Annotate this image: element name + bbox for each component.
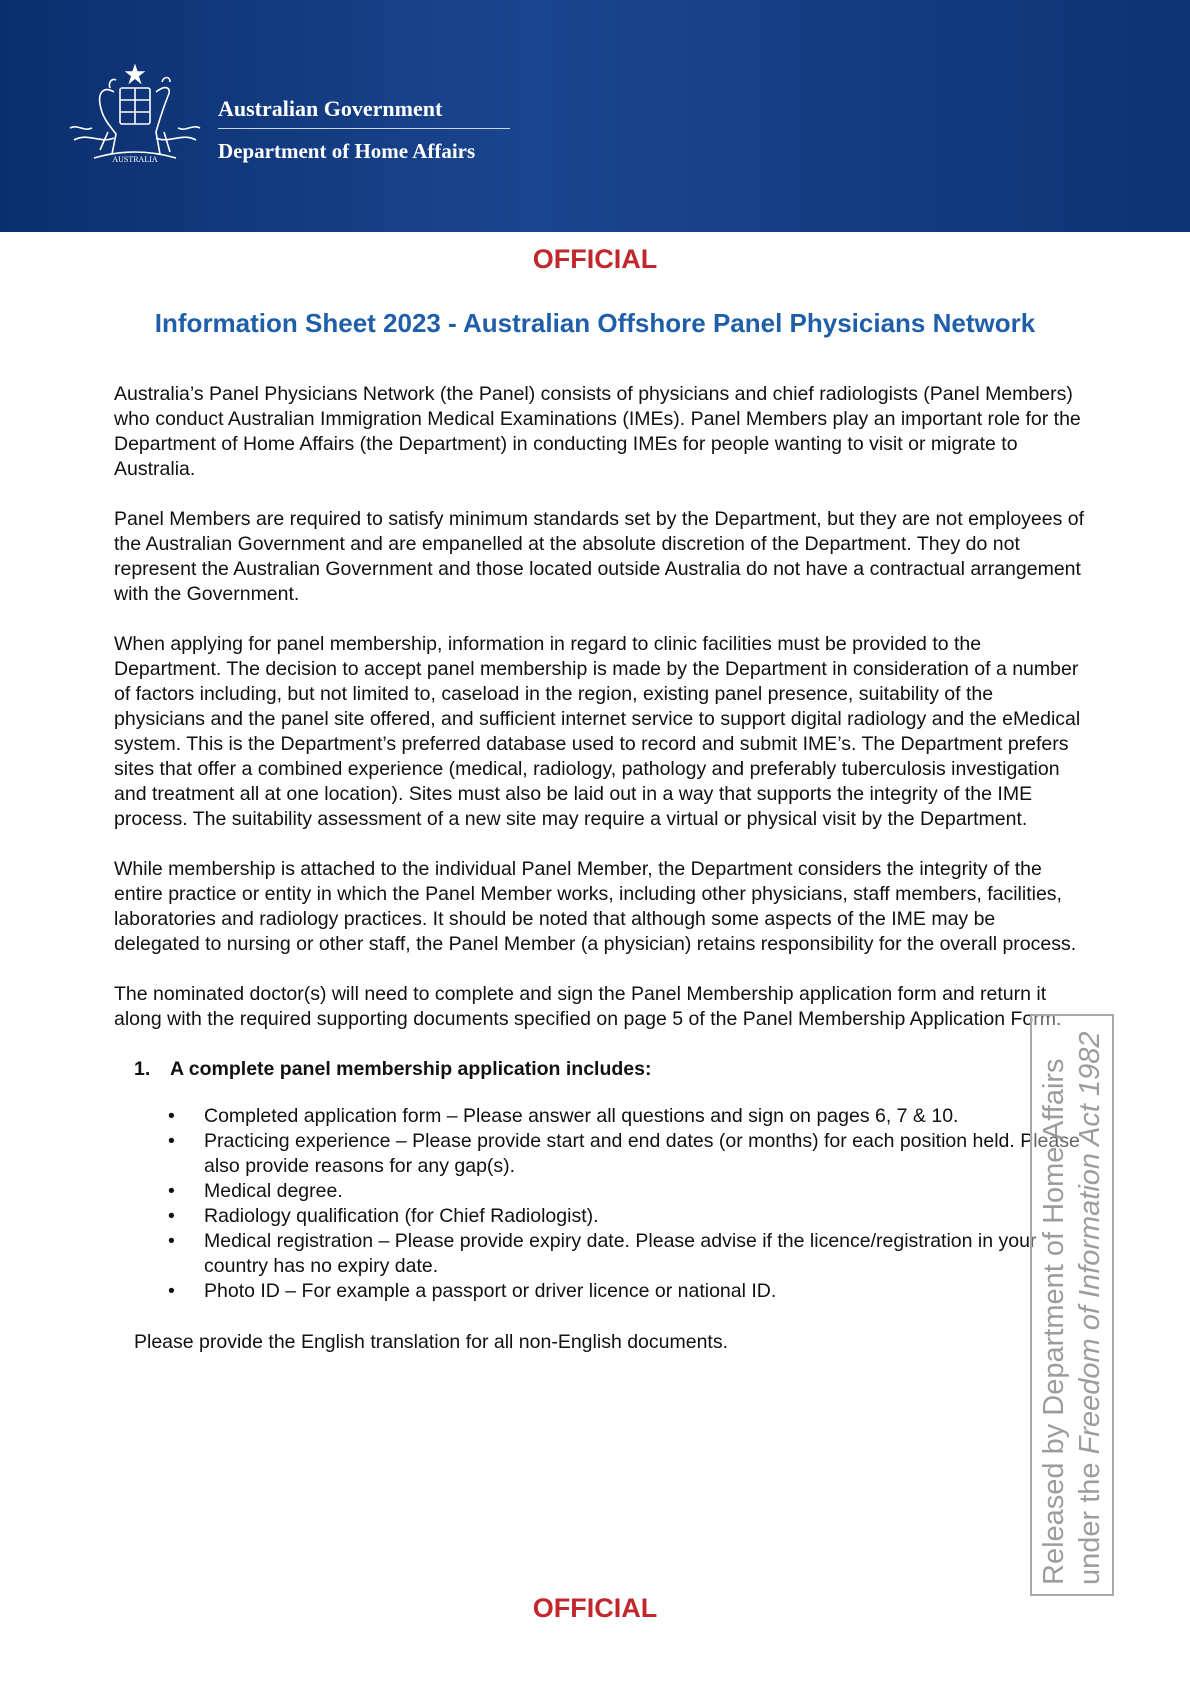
foi-act-name: Freedom of Information Act 1982 — [1074, 1031, 1106, 1455]
crest-label: AUSTRALIA — [112, 155, 158, 164]
foi-release-stamp — [1030, 1014, 1114, 1596]
paragraph: When applying for panel membership, information in regard to clinic facilities must be provided to the Department. The decision to accept panel membership is made by the Department in consideration of a number of factors including, but not limited to, caseload in the region, existing panel presence, suitability of the physicians and the panel site offered, and sufficient internet service to support digital radiology and the eMedical system. This is the Department’s preferred database used to record and submit IME’s. The Department prefers sites that offer a combined experience (medical, radiology, pathology and preferably tuberculosis investigation and treatment all at one location). Sites must also be laid out in a way that supports the integrity of the IME process. The suitability assessment of a new site may require a virtual or physical visit by the Department. — [114, 633, 1081, 830]
requirements-list — [114, 1104, 1086, 1304]
list-item-text: Photo ID – For example a passport or driver licence or national ID. — [204, 1280, 777, 1302]
bullet-icon: • — [168, 1280, 175, 1302]
list-item-text: Completed application form – Please answer all questions and sign on pages 6, 7 & 10. — [204, 1105, 959, 1127]
list-item-text: Medical registration – Please provide expiry date. Please advise if the licence/registration in your country has no expiry date. — [204, 1230, 1037, 1277]
section-number: 1. — [134, 1058, 151, 1080]
government-branding — [218, 96, 510, 164]
coat-of-arms-logo — [64, 62, 206, 172]
paragraph: While membership is attached to the individual Panel Member, the Department considers the integrity of the entire practice or entity in which the Panel Member works, including other physicians, staff members, facilities, laboratories and radiology practices. It should be noted that although some aspects of the IME may be delegated to nursing or other staff, the Panel Member (a physician) retains responsibility for the overall process. — [114, 858, 1077, 955]
section-heading — [134, 1057, 1086, 1082]
bullet-icon: • — [168, 1205, 175, 1227]
list-item-text: Medical degree. — [204, 1180, 343, 1202]
header-banner — [0, 0, 1190, 232]
list-item — [168, 1129, 1086, 1179]
document-title: Information Sheet 2023 - Australian Offshore Panel Physicians Network — [154, 308, 1036, 338]
list-item-text: Practicing experience – Please provide start and end dates (or months) for each position held. Please also provide reasons for any gap(s). — [204, 1130, 1080, 1177]
section-heading-text: A complete panel membership application includes: — [170, 1058, 652, 1080]
paragraph: Australia’s Panel Physicians Network (the Panel) consists of physicians and chief radiologists (Panel Members) who conduct Australian Immigration Medical Examinations (IMEs). Panel Members play an important role for the Department of Home Affairs (the Department) in conducting IMEs for people wanting to visit or migrate to Australia. — [114, 383, 1081, 480]
bullet-icon: • — [168, 1230, 175, 1252]
branding-divider — [218, 128, 510, 129]
bullet-icon: • — [168, 1105, 175, 1127]
list-item — [168, 1204, 1086, 1229]
paragraph: The nominated doctor(s) will need to complete and sign the Panel Membership application form and return it along with the required supporting documents specified on page 5 of the Panel Membership Application Form. — [114, 983, 1062, 1030]
foi-line-2-prefix: under the — [1074, 1454, 1106, 1585]
government-name: Australian Government — [218, 96, 443, 121]
list-item — [168, 1179, 1086, 1204]
foi-line-1: Released by Department of Home Affairs — [1038, 1058, 1070, 1585]
classification-marking-top: OFFICIAL — [532, 244, 658, 274]
bullet-icon: • — [168, 1180, 175, 1202]
list-item — [168, 1279, 1086, 1304]
foi-line-2 — [1072, 1025, 1108, 1585]
list-item — [168, 1104, 1086, 1129]
document-body — [114, 382, 1086, 1355]
classification-marking-bottom: OFFICIAL — [532, 1593, 658, 1623]
paragraph: Panel Members are required to satisfy minimum standards set by the Department, but they are not employees of the Australian Government and are empanelled at the absolute discretion of the Department. They do not represent the Australian Government and those located outside Australia do not have a contractual arrangement with the Government. — [114, 508, 1085, 605]
department-name: Department of Home Affairs — [218, 139, 476, 163]
list-item — [168, 1229, 1086, 1279]
foi-release-text — [1036, 1025, 1108, 1585]
closing-note: Please provide the English translation for all non-English documents. — [134, 1331, 729, 1353]
list-item-text: Radiology qualification (for Chief Radiologist). — [204, 1205, 599, 1227]
bullet-icon: • — [168, 1130, 175, 1152]
